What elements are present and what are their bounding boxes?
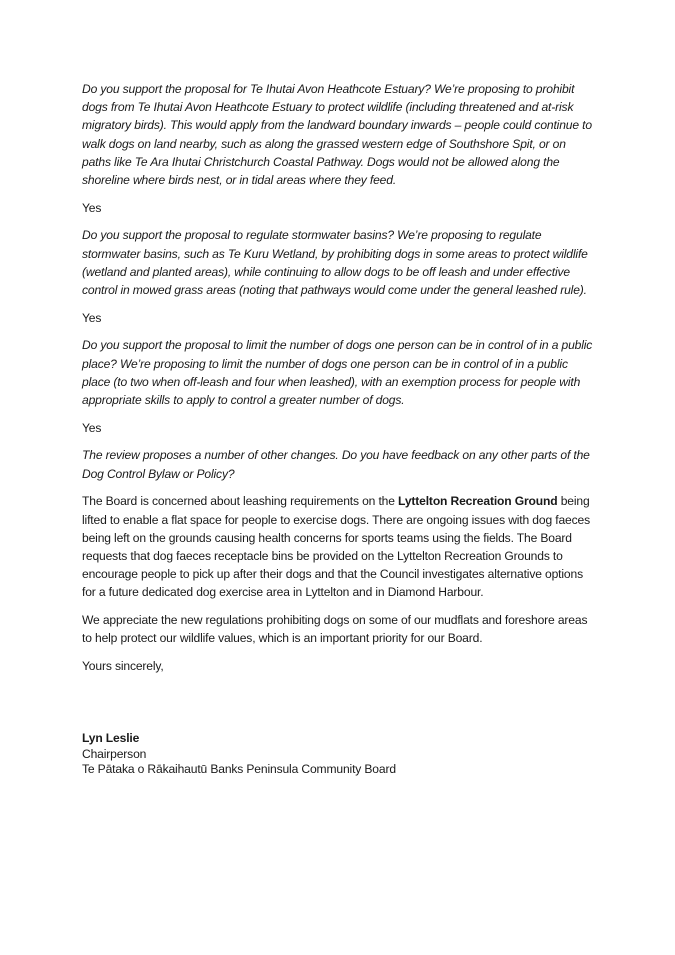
feedback-text: being lifted to enable a flat space for people to exercise dogs. There are ongoing issues with dog faeces being left on the grounds causing health concerns for sports teams using the fields. The Board requests that dog faeces receptacle bins be provided on the Lyttelton Recreation Grounds to encourage people to pick up after their dogs and that the Council investigates alternative options for a future dedicated dog exercise area in Lyttelton and in Diamond Harbour. xyxy=(82,494,590,600)
answer-dog-limit: Yes xyxy=(82,420,102,435)
answer-estuary: Yes xyxy=(82,200,102,215)
feedback-text: The Board is concerned about leashing requirements on the xyxy=(82,494,399,509)
feedback-paragraph-wildlife: We appreciate the new regulations prohibiting dogs on some of our mudflats and foreshore areas to help protect our wildlife values, which is an important priority for our Board. xyxy=(82,613,588,646)
question-other-feedback: The review proposes a number of other changes. Do you have feedback on any other parts of the Dog Control Bylaw or Policy? xyxy=(82,448,590,481)
closing-salutation: Yours sincerely, xyxy=(82,658,164,673)
signatory-title: Chairperson xyxy=(82,746,147,761)
signature-block xyxy=(82,731,594,778)
answer-stormwater: Yes xyxy=(82,310,102,325)
question-stormwater: Do you support the proposal to regulate stormwater basins? We’re proposing to regulate stormwater basins, such as Te Kuru Wetland, by prohibiting dogs in some areas to protect wildlife (wetland and planted areas), while continuing to allow dogs to be off leash and under effective control in mowed grass areas (noting that pathways would come under the general leashed rule). xyxy=(82,228,588,298)
feedback-paragraph-lyttelton xyxy=(82,492,594,601)
question-dog-limit: Do you support the proposal to limit the number of dogs one person can be in control of in a public place? We’re proposing to limit the number of dogs one person can be in control of in a public place (to two when off-leash and four when leashed), with an exemption process for people with appropriate skills to apply to control a greater number of dogs. xyxy=(82,338,593,408)
signatory-name: Lyn Leslie xyxy=(82,731,140,746)
question-estuary: Do you support the proposal for Te Ihutai Avon Heathcote Estuary? We’re proposing to prohibit dogs from Te Ihutai Avon Heathcote Estuary to protect wildlife (including threatened and at-risk migratory birds). This would apply from the landward boundary inwards – people could continue to walk dogs on land nearby, such as along the grassed western edge of Southshore Spit, or on paths like Te Ara Ihutai Christchurch Coastal Pathway. Dogs would not be allowed along the shoreline where birds nest, or in tidal areas where they feed. xyxy=(82,82,592,188)
letter-page xyxy=(82,80,594,778)
lyttelton-recreation-ground-emphasis: Lyttelton Recreation Ground xyxy=(398,494,558,509)
signatory-organisation: Te Pātaka o Rākaihautū Banks Peninsula Community Board xyxy=(82,762,396,777)
